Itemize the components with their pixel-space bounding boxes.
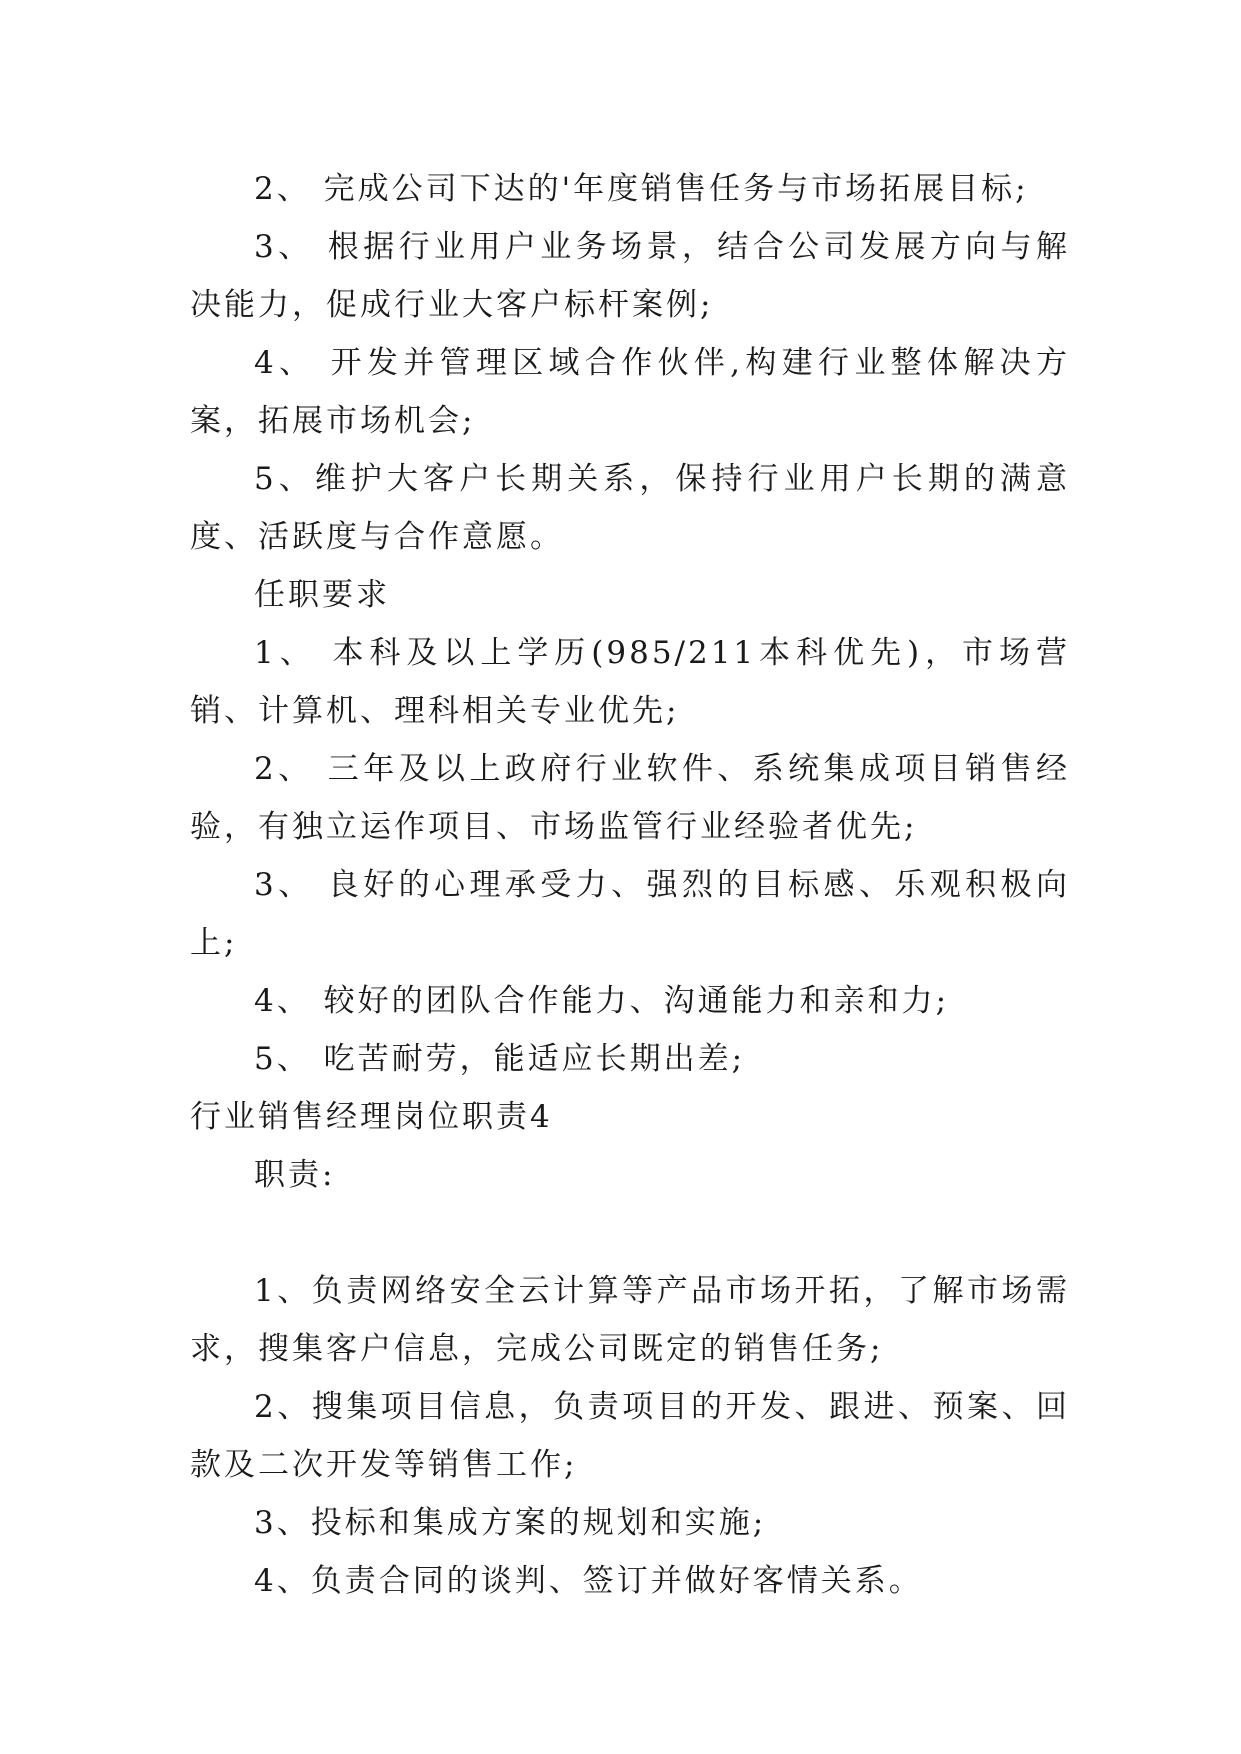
paragraph-duty-3: 3、 根据行业用户业务场景，结合公司发展方向与解决能力，促成行业大客户标杆案例; [190,229,1070,323]
requirement-3: 3、 良好的心理承受力、强烈的目标感、乐观积极向上; [190,867,1070,961]
paragraph-duty-5: 5、维护大客户长期关系，保持行业用户长期的满意度、活跃度与合作意愿。 [190,461,1070,555]
requirement-5: 5、 吃苦耐劳，能适应长期出差; [254,1041,746,1077]
duty-item-2: 2、搜集项目信息，负责项目的开发、跟进、预案、回款及二次开发等销售工作; [190,1389,1070,1483]
paragraph-duty-4: 4、 开发并管理区域合作伙伴,构建行业整体解决方案，拓展市场机会; [190,345,1070,439]
duty-item-1: 1、负责网络安全云计算等产品市场开拓，了解市场需求，搜集客户信息，完成公司既定的销售任务; [190,1273,1070,1367]
duty-item-4: 4、负责合同的谈判、签订并做好客情关系。 [254,1563,923,1599]
document-page [190,160,1070,1610]
blank-line [190,1204,1070,1262]
requirements-heading: 任职要求 [254,577,390,613]
duty-item-3: 3、投标和集成方案的规划和实施; [254,1505,767,1541]
requirement-1: 1、 本科及以上学历(985/211本科优先)，市场营销、计算机、理科相关专业优先; [190,635,1070,729]
section-title: 行业销售经理岗位职责4 [190,1099,553,1135]
duties-heading: 职责: [254,1157,336,1193]
requirement-4: 4、 较好的团队合作能力、沟通能力和亲和力; [254,983,950,1019]
paragraph-duty-2: 2、 完成公司下达的'年度销售任务与市场拓展目标; [254,171,1029,207]
requirement-2: 2、 三年及以上政府行业软件、系统集成项目销售经验，有独立运作项目、市场监管行业经验者优先; [190,751,1070,845]
